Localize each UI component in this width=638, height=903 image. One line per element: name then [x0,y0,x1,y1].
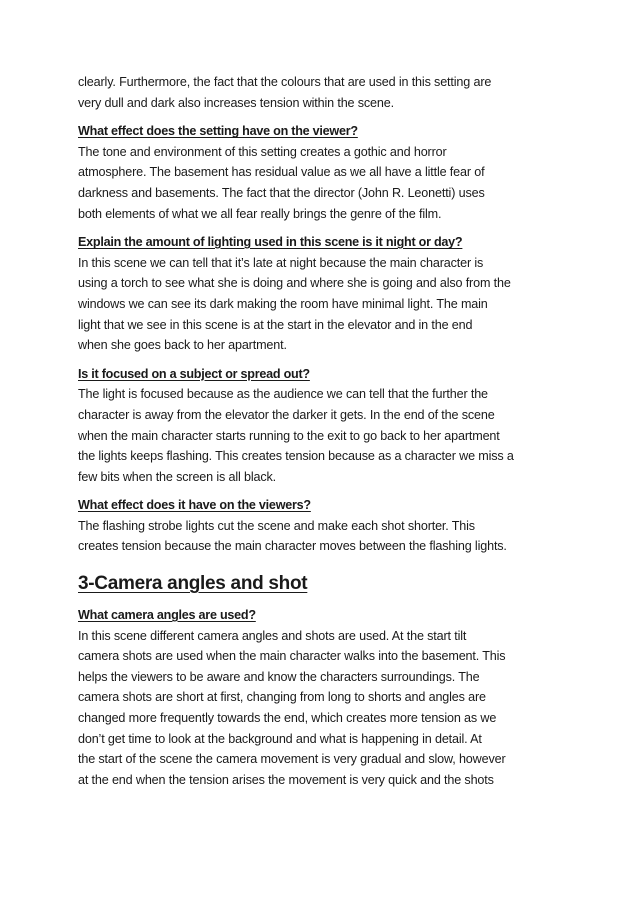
text-line: windows we can see its dark making the room have minimal light. The main [78,296,488,311]
question-heading: Explain the amount of lighting used in this scene is it night or day? [78,235,463,250]
question-heading: What camera angles are used? [78,608,256,623]
text-line: camera shots are short at first, changing from long to shorts and angles are [78,690,486,705]
answer-paragraph [78,384,564,487]
answer-paragraph [78,142,564,224]
text-line: The flashing strobe lights cut the scene and make each shot shorter. This [78,518,475,533]
text-line: In this scene we can tell that it’s late at night because the main character is [78,255,484,270]
text-line: In this scene different camera angles and shots are used. At the start tilt [78,628,467,643]
answer-paragraph [78,516,564,557]
text-line: at the end when the tension arises the movement is very quick and the shots [78,772,494,787]
text-line: light that we see in this scene is at the start in the elevator and in the end [78,317,473,332]
qa-lighting [78,232,564,356]
text-line: when she goes back to her apartment. [78,338,287,353]
text-line: character is away from the elevator the darker it gets. In the end of the scene [78,407,495,422]
intro-paragraph [78,72,564,113]
text-line: the lights keeps flashing. This creates tension because as a character we miss a [78,449,514,464]
text-line: few bits when the screen is all black. [78,469,276,484]
qa-camera-angles [78,605,564,790]
text-line: The light is focused because as the audience we can tell that the further the [78,387,488,402]
text-line: using a torch to see what she is doing and where she is going and also from the [78,276,511,291]
text-line: both elements of what we all fear really brings the genre of the film. [78,206,442,221]
text-line: when the main character starts running to the exit to go back to her apartment [78,428,500,443]
qa-focus [78,364,564,488]
answer-paragraph [78,626,564,791]
text-line: don’t get time to look at the background and what is happening in detail. At [78,731,482,746]
text-line: helps the viewers to be aware and know the characters surroundings. The [78,669,480,684]
document-page [78,72,564,790]
section-heading: 3-Camera angles and shot [78,573,308,595]
text-line: camera shots are used when the main character walks into the basement. This [78,649,506,664]
text-line: The tone and environment of this setting creates a gothic and horror [78,144,447,159]
qa-viewer-effect [78,495,564,557]
text-line: changed more frequently towards the end, which creates more tension as we [78,711,497,726]
question-heading: What effect does the setting have on the viewer? [78,124,358,139]
text-line: clearly. Furthermore, the fact that the colours that are used in this setting are [78,75,492,89]
question-heading: Is it focused on a subject or spread out? [78,366,310,381]
qa-setting-effect [78,121,564,224]
question-heading: What effect does it have on the viewers? [78,498,311,513]
answer-paragraph [78,253,564,356]
text-line: very dull and dark also increases tension within the scene. [78,95,394,110]
text-line: creates tension because the main character moves between the flashing lights. [78,539,507,554]
text-line: darkness and basements. The fact that the director (John R. Leonetti) uses [78,185,485,200]
text-line: the start of the scene the camera movement is very gradual and slow, however [78,752,506,767]
text-line: atmosphere. The basement has residual value as we all have a little fear of [78,165,485,180]
